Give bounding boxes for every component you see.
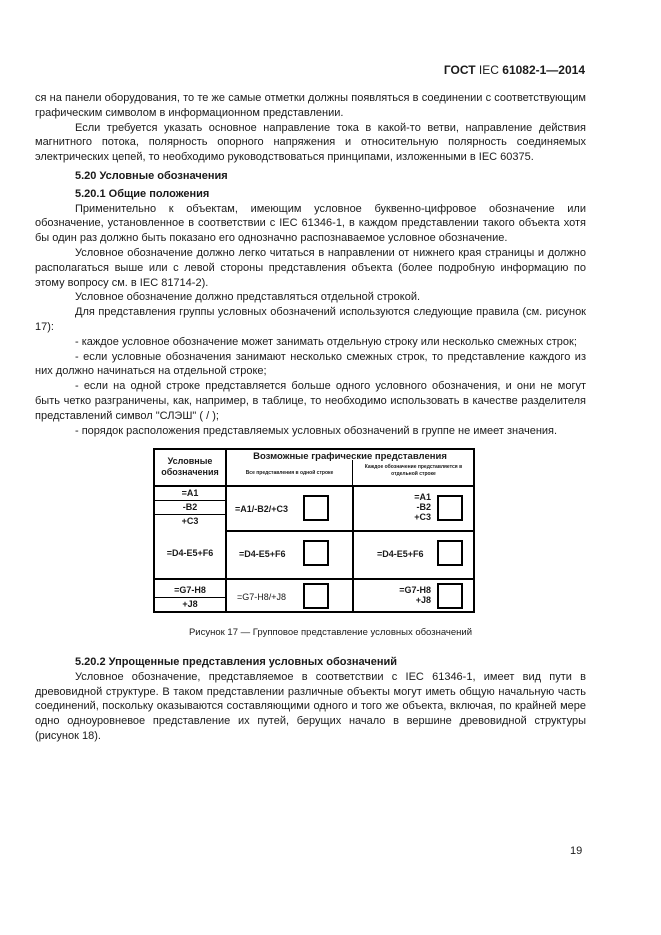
object-symbol-box xyxy=(303,540,329,566)
page-number: 19 xyxy=(570,845,583,857)
object-symbol-box xyxy=(437,583,463,609)
paragraph: Условное обозначение, представляемое в соответствии с IEC 61346-1, имеет вид пути в древовидной структуре. В таком представлении различные объекты могут иметь общую начальную часть соединений, поскольку оказываются составляющими одного и того же объекта, включая, по крайней мере одно одноуровневое представление их путей, берущих начало в вершине древовидной структуры (рисунок 18). xyxy=(35,670,586,742)
document-header xyxy=(444,63,585,77)
list-item: - если условные обозначения занимают несколько смежных строк, то представление каждого из них должно начинаться на отдельной строке; xyxy=(35,350,586,378)
col-header-single-line: Все представления в одной строке xyxy=(245,470,334,476)
multi-line-rep: =A1 -B2 +C3 xyxy=(414,492,431,522)
single-line-rep: =A1/-B2/+C3 xyxy=(235,504,289,514)
single-line-rep: =G7-H8/+J8 xyxy=(237,592,287,602)
paragraph: ся на панели оборудования, то те же самые отметки должны появляться в соединении с соответствующим графическим символом в информационном представлении. xyxy=(35,92,586,119)
grid-line xyxy=(155,485,473,487)
designation: =A1 xyxy=(181,488,199,498)
grid-line xyxy=(352,460,353,486)
header-number: 61082-1—2014 xyxy=(502,63,585,77)
object-symbol-box xyxy=(437,495,463,521)
object-symbol-box xyxy=(437,540,463,566)
col-header-designations: Условные обозначения xyxy=(161,456,219,477)
grid-line xyxy=(352,486,354,611)
paragraph: Для представления группы условных обозначений используются следующие правила (см. рисунок 17): xyxy=(35,306,586,333)
header-gost: ГОСТ xyxy=(443,63,476,77)
paragraph: Условное обозначение должно представляться отдельной строкой. xyxy=(75,291,421,304)
single-line-rep: =D4-E5+F6 xyxy=(239,549,286,559)
designation: =G7-H8 xyxy=(174,585,206,595)
header-iec: IEC xyxy=(478,63,499,77)
grid-line xyxy=(225,530,473,532)
figure-caption: Рисунок 17 — Групповое представление условных обозначений xyxy=(188,627,473,638)
multi-line-rep: =D4-E5+F6 xyxy=(377,549,424,559)
subsection-heading: 5.20.1 Общие положения xyxy=(75,187,210,200)
body-text-bottom xyxy=(35,655,586,744)
designation: -B2 xyxy=(182,502,198,512)
col-header-representations: Возможные графические представления xyxy=(253,451,447,462)
paragraph: Если требуется указать основное направление тока в какой-то ветви, направление действия магнитного потока, полярность опорного напряжения и относительную полярность соединяемых электрических цепей, то необходимо руководствоваться принципами, изложенными в IEC 60375. xyxy=(35,121,586,164)
section-heading: 5.20 Условные обозначения xyxy=(75,169,228,182)
col-header-separate-lines: Каждое обозначение представляется в отдельной строке xyxy=(364,464,463,477)
paragraph: Условное обозначение должно легко читаться в направлении от нижнего края страницы и должно располагаться выше или с левой стороны представления объекта (более подробную информацию по этому вопросу см. в IEC 81714-2). xyxy=(35,246,586,289)
list-item: - порядок расположения представляемых условных обозначений в группе не имеет значения. xyxy=(75,424,558,437)
list-item: - каждое условное обозначение может занимать отдельную строку или несколько смежных строк; xyxy=(75,335,577,348)
figure-17-table xyxy=(153,448,475,613)
grid-line xyxy=(155,500,225,501)
grid-line xyxy=(155,597,225,598)
designation: =D4-E5+F6 xyxy=(166,548,214,558)
paragraph: Применительно к объектам, имеющим условное буквенно-цифровое обозначение или обозначение, установленное в соответствии с IEC 61346-1, в каждом представлении такого объекта хотя бы один раз должно быть показано его однозначно распознаваемое условное обозначение. xyxy=(35,202,586,245)
grid-line xyxy=(155,514,225,515)
object-symbol-box xyxy=(303,495,329,521)
designation: +C3 xyxy=(181,516,199,526)
multi-line-rep: =G7-H8 +J8 xyxy=(399,585,431,605)
body-text-top xyxy=(35,91,586,438)
designation: +J8 xyxy=(182,599,198,609)
subsection-heading: 5.20.2 Упрощенные представления условных обозначений xyxy=(75,656,398,668)
list-item: - если на одной строке представляется больше одного условного обозначения, и они не могут быть четко разграничены, как, например, в таблице, то необходимо использовать в качестве разделителя представлений символ "СЛЭШ" ( / ); xyxy=(35,380,586,422)
object-symbol-box xyxy=(303,583,329,609)
grid-line xyxy=(155,578,473,580)
